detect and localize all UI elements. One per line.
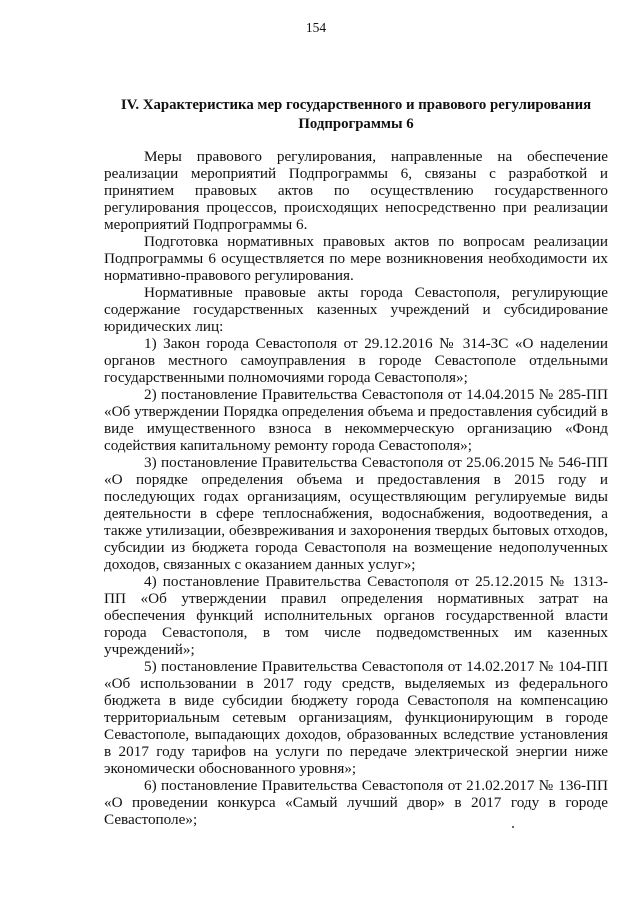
list-item: 5) постановление Правительства Севастополя от 14.02.2017 № 104-ПП «Об использовании в 2017 году средств, выделяемых из федерального бюджета в виде субсидии бюджету города Севастополя на компенсацию территориальным сетевым организациям, функционирующим в городе Севастополе, выпадающих доходов, образованных вследствие установления в 2017 году тарифов на услуги по передаче электрической энергии ниже экономически обоснованного уровня»; xyxy=(104,658,608,777)
list-item: 4) постановление Правительства Севастополя от 25.12.2015 № 1313-ПП «Об утверждении правил определения нормативных затрат на обеспечения функций исполнительных органов государственной власти города Севастополя, в том числе подведомственных им казенных учреждений»; xyxy=(104,573,608,658)
section-heading xyxy=(104,96,608,134)
paragraph: Подготовка нормативных правовых актов по вопросам реализации Подпрограммы 6 осуществляется по мере возникновения необходимости их нормативно-правового регулирования. xyxy=(104,233,608,284)
list-item: 2) постановление Правительства Севастополя от 14.04.2015 № 285-ПП «Об утверждении Порядка определения объема и предоставления субсидий в виде имущественного взноса в некоммерческую организацию «Фонд содействия капитальному ремонту города Севастополя»; xyxy=(104,386,608,454)
list-item: 6) постановление Правительства Севастополя от 21.02.2017 № 136-ПП «О проведении конкурса «Самый лучший двор» в 2017 году в городе Севастополе»; xyxy=(104,777,608,828)
list-item: 1) Закон города Севастополя от 29.12.2016 № 314-ЗС «О наделении органов местного самоуправления в городе Севастополе отдельными государственными полномочиями города Севастополя»; xyxy=(104,335,608,386)
list-item: 3) постановление Правительства Севастополя от 25.06.2015 № 546-ПП «О порядке определения объема и предоставления в 2015 году и последующих годах организациям, осуществляющим регулируемые виды деятельности в сфере теплоснабжения, водоснабжения, водоотведения, а также утилизации, обезвреживания и захоронения твердых бытовых отходов, субсидии из бюджета города Севастополя на возмещение недополученных доходов, связанных с оказанием данных услуг»; xyxy=(104,454,608,573)
section-heading-line-2: Подпрограммы 6 xyxy=(298,116,414,132)
body-text xyxy=(104,148,608,828)
page-number: 154 xyxy=(305,20,327,35)
scan-speck xyxy=(512,826,514,828)
paragraph: Нормативные правовые акты города Севастополя, регулирующие содержание государственных казенных учреждений и субсидирование юридических лиц: xyxy=(104,284,608,335)
paragraph: Меры правового регулирования, направленные на обеспечение реализации мероприятий Подпрограммы 6, связаны с разработкой и принятием правовых актов по осуществлению государственного регулирования процессов, происходящих непосредственно при реализации мероприятий Подпрограммы 6. xyxy=(104,148,608,233)
section-heading-line-1: IV. Характеристика мер государственного и правового регулирования xyxy=(120,97,592,113)
